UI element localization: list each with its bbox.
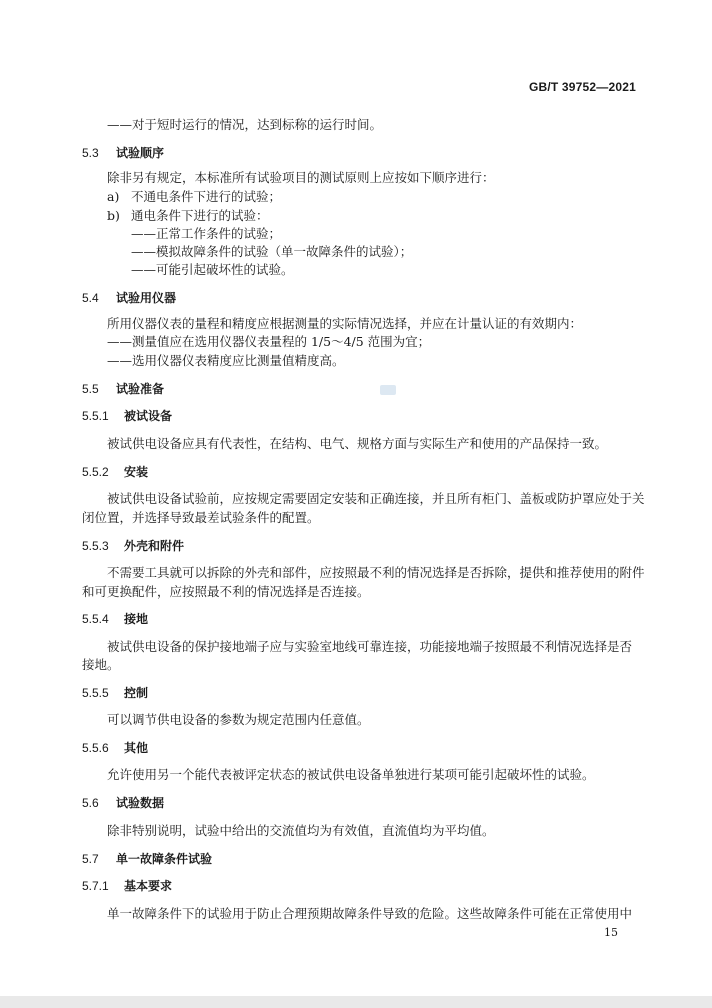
section-title: 试验准备 xyxy=(116,382,165,396)
subsection-title: 外壳和附件 xyxy=(124,539,185,553)
list-item: ——可能引起破坏性的试验。 xyxy=(131,262,294,277)
paragraph-line: 所用仪器仪表的量程和精度应根据测量的实际情况选择，并应在计量认证的有效期内： xyxy=(107,316,583,331)
watermark-logo xyxy=(380,385,396,395)
standard-code-header: GB/T 39752—2021 xyxy=(528,80,636,94)
list-item: ——模拟故障条件的试验（单一故障条件的试验）； xyxy=(131,244,413,259)
subsection-title: 安装 xyxy=(124,465,149,479)
page-number: 15 xyxy=(604,926,618,939)
paragraph-line: 单一故障条件下的试验用于防止合理预期故障条件导致的危险。这些故障条件可能在正常使用中 xyxy=(107,906,633,921)
subsection-number: 5.5.2 xyxy=(82,465,109,479)
paragraph-line: ——对于短时运行的情况，达到标称的运行时间。 xyxy=(107,117,383,132)
viewer-bottom-edge xyxy=(0,996,712,1008)
subsection-title: 控制 xyxy=(124,686,149,700)
subsection-title: 其他 xyxy=(124,741,149,755)
list-label: b) xyxy=(107,208,120,223)
section-number: 5.3 xyxy=(82,146,99,160)
section-number: 5.7 xyxy=(82,852,99,866)
paragraph-line: 可以调节供电设备的参数为规定范围内任意值。 xyxy=(107,712,370,727)
paragraph-line: 除非另有规定，本标准所有试验项目的测试原则上应按如下顺序进行： xyxy=(107,170,495,185)
section-number: 5.5 xyxy=(82,382,99,396)
list-item: 通电条件下进行的试验： xyxy=(131,208,269,223)
subsection-title: 接地 xyxy=(124,612,149,626)
section-number: 5.4 xyxy=(82,291,99,305)
list-item: ——正常工作条件的试验； xyxy=(131,226,282,241)
subsection-number: 5.7.1 xyxy=(82,879,109,893)
section-title: 试验用仪器 xyxy=(116,291,177,305)
paragraph-line: 闭位置，并选择导致最差试验条件的配置。 xyxy=(82,510,320,525)
subsection-number: 5.5.3 xyxy=(82,539,109,553)
subsection-number: 5.5.1 xyxy=(82,409,109,423)
list-item: ——测量值应在选用仪器仪表量程的 1/5～4/5 范围为宜； xyxy=(107,334,431,349)
paragraph-line: 允许使用另一个能代表被评定状态的被试供电设备单独进行某项可能引起破坏性的试验。 xyxy=(107,767,595,782)
subsection-number: 5.5.5 xyxy=(82,686,109,700)
list-label: a) xyxy=(107,189,120,204)
subsection-number: 5.5.4 xyxy=(82,612,109,626)
paragraph-line: 被试供电设备试验前，应按规定需要固定安装和正确连接，并且所有柜门、盖板或防护罩应处于关 xyxy=(107,491,645,506)
section-title: 试验顺序 xyxy=(116,146,165,160)
subsection-number: 5.5.6 xyxy=(82,741,109,755)
paragraph-line: 和可更换配件，应按照最不利的情况选择是否连接。 xyxy=(82,584,370,599)
section-title: 试验数据 xyxy=(116,796,165,810)
list-item: ——选用仪器仪表精度应比测量值精度高。 xyxy=(107,353,345,368)
list-item: 不通电条件下进行的试验； xyxy=(131,189,282,204)
section-title: 单一故障条件试验 xyxy=(116,852,213,866)
paragraph-line: 被试供电设备应具有代表性，在结构、电气、规格方面与实际生产和使用的产品保持一致。 xyxy=(107,436,608,451)
section-number: 5.6 xyxy=(82,796,99,810)
subsection-title: 基本要求 xyxy=(124,879,173,893)
paragraph-line: 除非特别说明，试验中给出的交流值均为有效值，直流值均为平均值。 xyxy=(107,823,495,838)
paragraph-line: 接地。 xyxy=(82,657,120,672)
subsection-title: 被试设备 xyxy=(124,409,173,423)
paragraph-line: 被试供电设备的保护接地端子应与实验室地线可靠连接，功能接地端子按照最不利情况选择是否 xyxy=(107,639,633,654)
paragraph-line: 不需要工具就可以拆除的外壳和部件，应按照最不利的情况选择是否拆除，提供和推荐使用的附件 xyxy=(107,565,645,580)
